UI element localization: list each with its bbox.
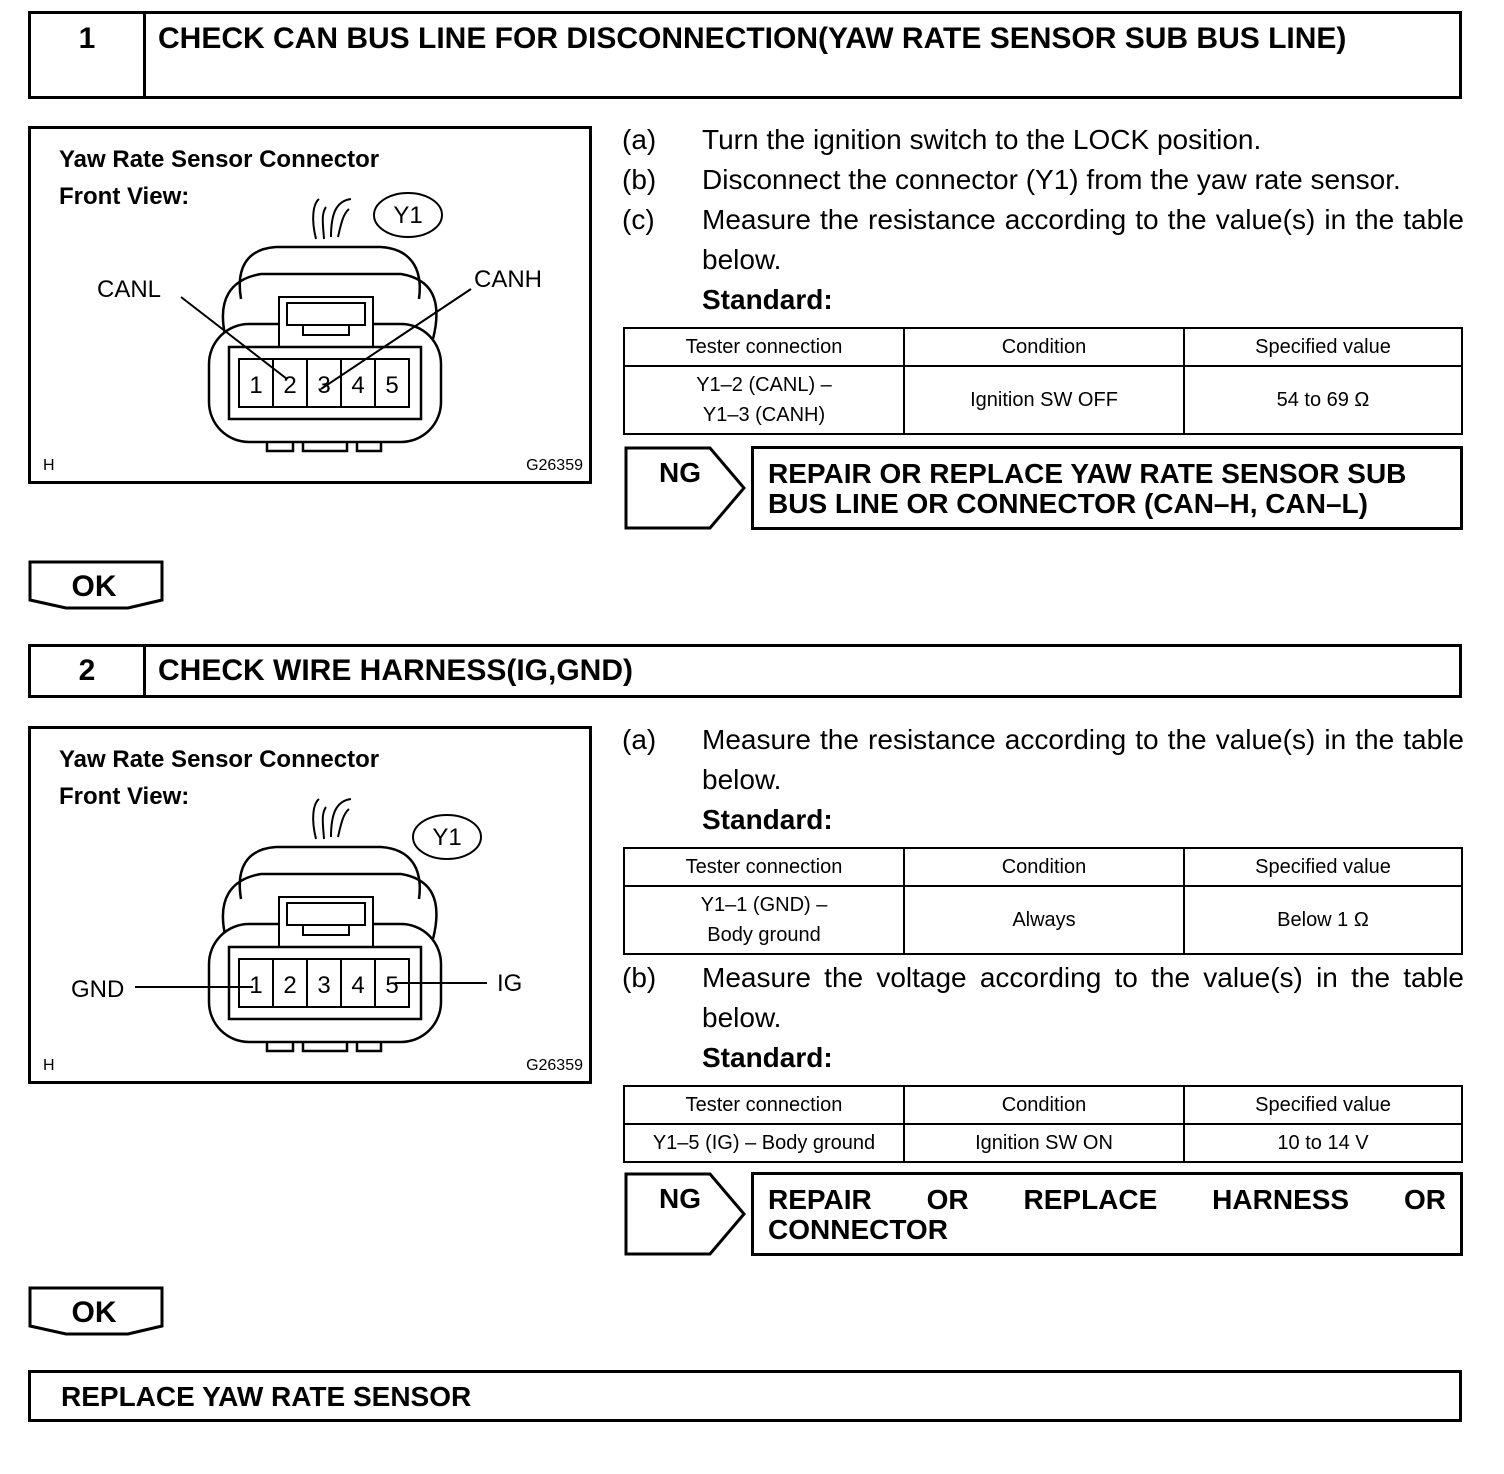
step1-standard-label [622, 280, 1464, 320]
step2-header [28, 644, 1462, 698]
instruction-label: (a) [622, 724, 657, 755]
connection-line2: Y1–3 (CANH) [702, 404, 826, 426]
pin-5: 5 [385, 972, 399, 999]
pin-4: 4 [351, 372, 365, 399]
connection-line2: Body ground [707, 924, 821, 946]
step1-ng-action [751, 446, 1463, 530]
instruction-text: Measure the resistance according to the value(s) in the table below. [702, 204, 1464, 275]
step1-instruction-c [622, 200, 1464, 280]
step2-figure [28, 726, 592, 1084]
figure-corner-left: H [43, 1057, 55, 1074]
step2-standard-label-a [622, 800, 1464, 840]
pin-1: 1 [249, 372, 263, 399]
step1-ok-button[interactable] [28, 560, 166, 612]
step2-ok-button[interactable] [28, 1286, 166, 1338]
header-value: Specified value [1184, 848, 1462, 886]
cell-condition: Ignition SW ON [904, 1124, 1184, 1162]
step1-figure [28, 126, 592, 484]
header-condition: Condition [904, 1086, 1184, 1124]
pin-2: 2 [283, 972, 297, 999]
ng-action-text: REPAIR OR REPLACE HARNESS OR CONNECTOR [768, 1184, 1446, 1245]
connection-line1: Y1–2 (CANL) – [696, 374, 832, 396]
step1-title: CHECK CAN BUS LINE FOR DISCONNECTION(YAW RATE SENSOR SUB BUS LINE) [158, 22, 1347, 55]
instruction-text: Disconnect the connector (Y1) from the yaw rate sensor. [702, 164, 1401, 195]
standard-label: Standard: [702, 1042, 833, 1073]
connection-line1: Y1–1 (GND) – [700, 894, 828, 916]
final-step-title: REPLACE YAW RATE SENSOR [61, 1381, 472, 1412]
label-ig: IG [497, 970, 523, 997]
header-tester: Tester connection [624, 848, 904, 886]
pin-4: 4 [351, 972, 365, 999]
pin-5: 5 [385, 372, 399, 399]
cell-connection [624, 366, 904, 434]
connector-diagram [31, 129, 589, 481]
cell-value: 10 to 14 V [1184, 1124, 1462, 1162]
ok-label: OK [71, 1296, 117, 1329]
ng-label: NG [659, 1183, 701, 1214]
step2-instruction-b [622, 958, 1464, 1038]
cell-condition: Always [904, 886, 1184, 954]
cell-condition: Ignition SW OFF [904, 366, 1184, 434]
pin-2: 2 [283, 372, 297, 399]
figure-id: G26359 [526, 457, 583, 474]
step1-header [28, 11, 1462, 99]
step1-number: 1 [31, 14, 146, 96]
ok-label: OK [71, 570, 117, 603]
cell-connection: Y1–5 (IG) – Body ground [624, 1124, 904, 1162]
step2-instruction-a [622, 720, 1464, 800]
step2-standard-label-b [622, 1038, 1464, 1078]
instruction-label: (c) [622, 204, 655, 235]
instruction-label: (b) [622, 164, 657, 195]
step2-ng-arrow [624, 1172, 748, 1258]
step2-spec-table-a [623, 847, 1463, 955]
figure-title: Yaw Rate Sensor Connector [59, 146, 380, 173]
step1-instruction-b [622, 160, 1464, 200]
cell-value: Below 1 Ω [1184, 886, 1462, 954]
step2-number: 2 [31, 647, 146, 695]
figure-title: Yaw Rate Sensor Connector [59, 746, 380, 773]
connector-diagram [31, 729, 589, 1081]
header-tester: Tester connection [624, 1086, 904, 1124]
pin-3: 3 [317, 972, 331, 999]
figure-subtitle: Front View: [59, 183, 190, 210]
connector-id: Y1 [393, 202, 423, 229]
figure-subtitle: Front View: [59, 783, 190, 810]
instruction-label: (b) [622, 962, 657, 993]
ng-label: NG [659, 457, 701, 488]
step1-instruction-a [622, 120, 1464, 160]
final-step-box [28, 1370, 1462, 1422]
standard-label: Standard: [702, 804, 833, 835]
instruction-text: Turn the ignition switch to the LOCK position. [702, 124, 1262, 155]
pin-3: 3 [317, 372, 331, 399]
header-value: Specified value [1184, 1086, 1462, 1124]
step2-title: CHECK WIRE HARNESS(IG,GND) [158, 654, 634, 687]
ng-action-text: REPAIR OR REPLACE YAW RATE SENSOR SUB BUS LINE OR CONNECTOR (CAN–H, CAN–L) [768, 458, 1407, 519]
header-value: Specified value [1184, 328, 1462, 366]
step2-spec-table-b [623, 1085, 1463, 1163]
step1-spec-table [623, 327, 1463, 435]
instruction-text: Measure the resistance according to the value(s) in the table below. [702, 724, 1464, 795]
header-condition: Condition [904, 328, 1184, 366]
label-canh: CANH [474, 266, 543, 293]
figure-id: G26359 [526, 1057, 583, 1074]
label-gnd: GND [71, 976, 125, 1003]
label-canl: CANL [97, 276, 162, 303]
standard-label: Standard: [702, 284, 833, 315]
header-condition: Condition [904, 848, 1184, 886]
header-tester: Tester connection [624, 328, 904, 366]
cell-connection [624, 886, 904, 954]
figure-corner-left: H [43, 457, 55, 474]
pin-1: 1 [249, 972, 263, 999]
instruction-label: (a) [622, 124, 657, 155]
cell-value: 54 to 69 Ω [1184, 366, 1462, 434]
step2-ng-action [751, 1172, 1463, 1256]
instruction-text: Measure the voltage according to the value(s) in the table below. [702, 962, 1464, 1033]
connector-id: Y1 [432, 824, 462, 851]
step1-ng-arrow [624, 446, 748, 532]
